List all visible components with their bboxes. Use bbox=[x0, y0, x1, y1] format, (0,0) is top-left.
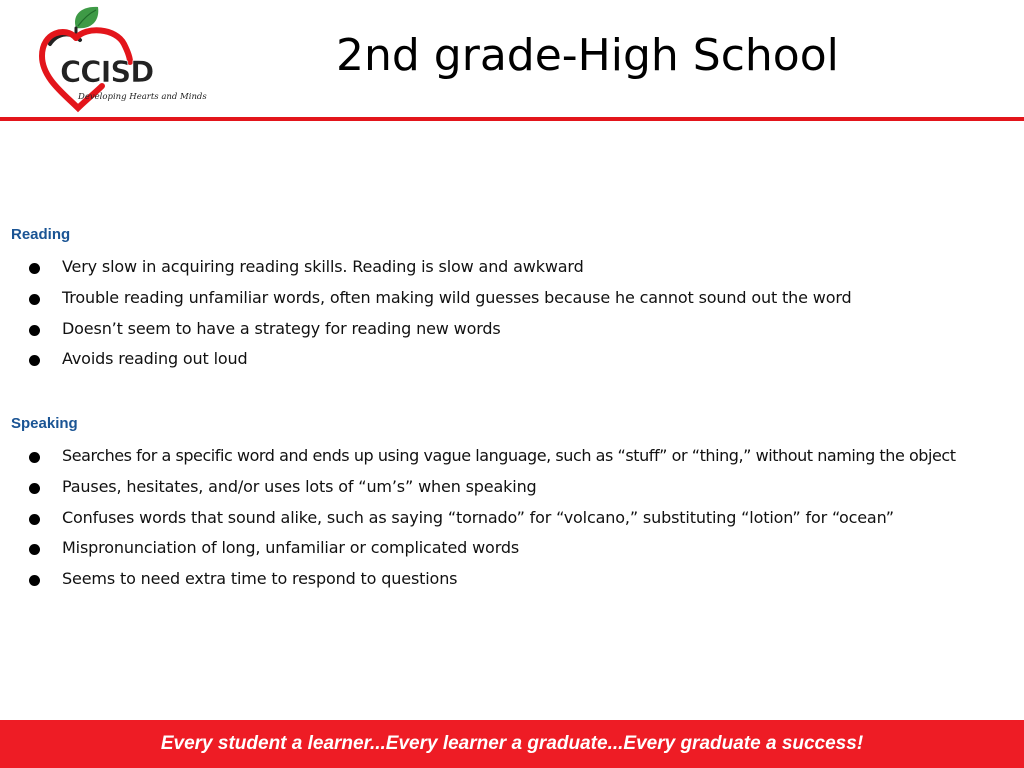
heart-apple-logo-icon bbox=[36, 4, 207, 114]
ccisd-logo bbox=[36, 4, 207, 114]
list-item-text: Avoids reading out loud bbox=[62, 349, 248, 369]
list-item bbox=[0, 508, 1024, 539]
section-heading-reading: Reading bbox=[11, 226, 71, 243]
list-item-text: Pauses, hesitates, and/or uses lots of “um’s” when speaking bbox=[62, 476, 537, 496]
list-item bbox=[0, 349, 1024, 380]
bullet-dot-icon bbox=[29, 325, 40, 336]
footer-banner bbox=[0, 720, 1024, 768]
bullet-dot-icon bbox=[29, 544, 40, 555]
list-item-text: Searches for a specific word and ends up using vague language, such as “stuff” or “thing,” without naming the object bbox=[62, 446, 956, 465]
header-divider bbox=[0, 117, 1024, 121]
bullet-dot-icon bbox=[29, 452, 40, 463]
list-item-text: Seems to need extra time to respond to questions bbox=[62, 569, 458, 589]
list-item-text: Doesn’t seem to have a strategy for reading new words bbox=[62, 318, 501, 338]
bullet-dot-icon bbox=[29, 483, 40, 494]
footer-tagline: Every student a learner...Every learner a graduate...Every graduate a success! bbox=[160, 733, 864, 754]
list-item bbox=[0, 477, 1024, 508]
bullet-dot-icon bbox=[29, 575, 40, 586]
section-speaking bbox=[0, 415, 1024, 600]
list-item-text: Very slow in acquiring reading skills. Reading is slow and awkward bbox=[62, 257, 584, 276]
list-item bbox=[0, 538, 1024, 569]
list-item bbox=[0, 257, 1024, 288]
list-item bbox=[0, 569, 1024, 600]
page-title: 2nd grade-High School bbox=[336, 30, 839, 81]
section-heading-speaking: Speaking bbox=[11, 415, 78, 432]
bullet-dot-icon bbox=[29, 294, 40, 305]
bullet-dot-icon bbox=[29, 514, 40, 525]
list-item bbox=[0, 319, 1024, 350]
section-reading bbox=[0, 226, 1024, 380]
bullet-list-speaking bbox=[0, 446, 1024, 600]
list-item-text: Confuses words that sound alike, such as saying “tornado” for “volcano,” substituting “lotion” for “ocean” bbox=[62, 507, 894, 527]
bullet-dot-icon bbox=[29, 355, 40, 366]
logo-tagline: Developing Hearts and Minds bbox=[78, 92, 207, 102]
list-item bbox=[0, 446, 1024, 477]
bullet-list-reading bbox=[0, 257, 1024, 380]
list-item-text: Trouble reading unfamiliar words, often making wild guesses because he cannot sound out the word bbox=[62, 287, 852, 307]
list-item bbox=[0, 288, 1024, 319]
list-item-text: Mispronunciation of long, unfamiliar or complicated words bbox=[62, 538, 520, 558]
bullet-dot-icon bbox=[29, 263, 40, 274]
logo-wordmark: CCISD bbox=[60, 55, 154, 89]
